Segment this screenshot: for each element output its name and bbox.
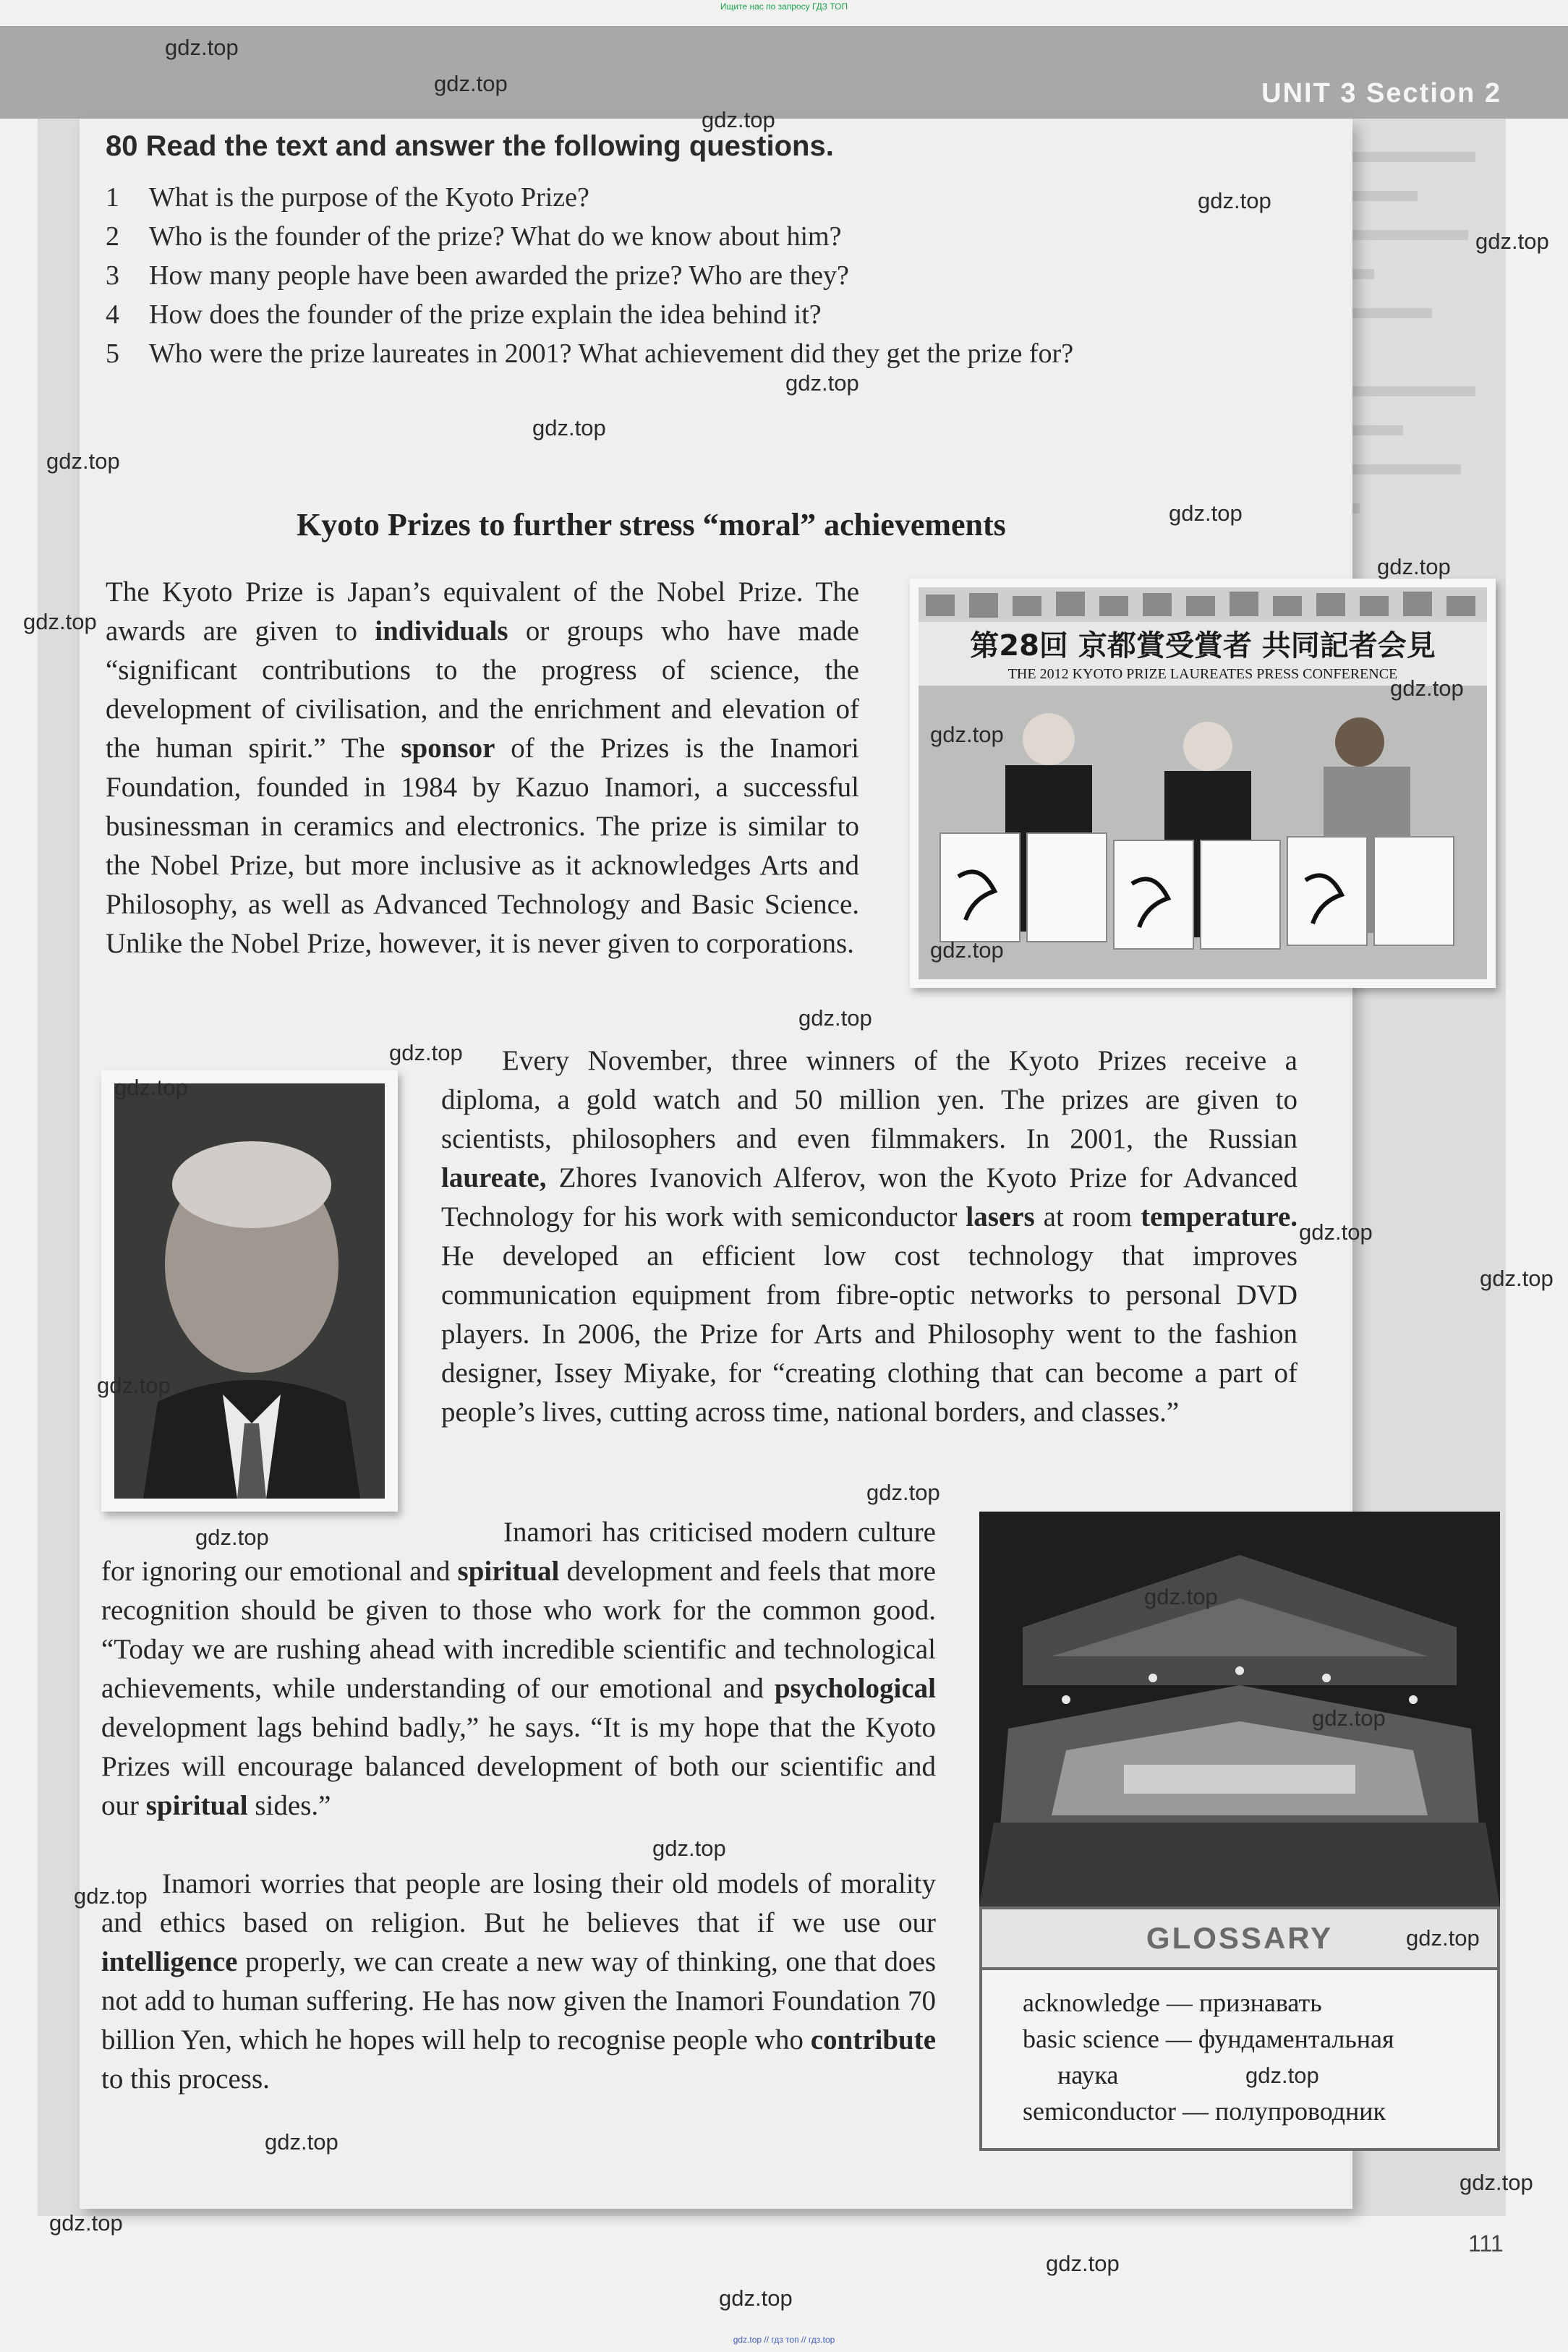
bold-term: lasers	[966, 1201, 1035, 1232]
bold-term: individuals	[375, 615, 508, 647]
portrait-image	[114, 1083, 385, 1499]
banner-japanese: 第28回 京都賞受賞者 共同記者会見	[970, 629, 1436, 662]
question-number: 1	[106, 182, 119, 213]
watermark: gdz.top	[1377, 554, 1451, 579]
text-run: Inamori has criticised modern culture for ignoring our emotional and	[101, 1517, 936, 1587]
alferov-portrait	[101, 1070, 398, 1512]
bottom-links[interactable]: gdz.top // гдз топ // гдз.top	[733, 2335, 835, 2345]
watermark: gdz.top	[798, 1005, 872, 1031]
watermark: gdz.top	[702, 107, 775, 132]
watermark: gdz.top	[1169, 500, 1243, 526]
watermark: gdz.top	[97, 1373, 171, 1398]
bold-term: spiritual	[457, 1556, 560, 1587]
question-text: Who is the founder of the prize? What do we know about him?	[149, 221, 842, 252]
question-number: 4	[106, 299, 119, 330]
watermark: gdz.top	[1299, 1219, 1373, 1245]
bold-term: intelligence	[101, 1946, 238, 1977]
text-run: The Kyoto Prize is Japan’s equivalent of the Nobel Prize. The awards are given to	[106, 576, 859, 647]
banner-english: THE 2012 KYOTO PRIZE LAUREATES PRESS CONFERENCE	[1007, 666, 1398, 682]
watermark: gdz.top	[785, 370, 859, 396]
watermark: gdz.top	[1198, 188, 1271, 213]
watermark: gdz.top	[866, 1480, 940, 1505]
glossary-entry: наука	[1057, 2061, 1119, 2089]
exercise-heading: 80 Read the text and answer the following questions.	[106, 130, 834, 162]
glossary-entry: semiconductor — полупроводник	[1023, 2097, 1386, 2126]
question-text: How does the founder of the prize explain the idea behind it?	[149, 299, 822, 330]
text-run: or groups who have made “significant contributions to the progress of science, the development of civilisation, and the enrichment and elevation of the human spirit.” The	[106, 615, 859, 764]
text-run: Inamori worries that people are losing their old models of morality and ethics based on religion. But he believes that if we use our	[101, 1868, 936, 1938]
text-run: development lags behind badly,” he says. “It is my hope that the Kyoto Prizes will encourage balanced development of both our scientific and our	[101, 1712, 936, 1821]
paragraph-1	[106, 573, 859, 963]
question-item	[106, 256, 1104, 295]
watermark: gdz.top	[1390, 676, 1464, 701]
paragraph-4	[101, 1865, 936, 2099]
bold-term: contribute	[810, 2024, 936, 2055]
text-run: Zhores Ivanovich Alferov, won the Kyoto Prize for Advanced Technology for his work with semiconductor	[441, 1162, 1298, 1232]
watermark: gdz.top	[1480, 1266, 1554, 1291]
paragraph-2	[441, 1041, 1298, 1432]
glossary-entry: acknowledge — признавать	[1023, 1988, 1322, 2017]
top-link[interactable]: Ищите нас по запросу ГДЗ ТОП	[720, 1, 848, 12]
watermark: gdz.top	[930, 722, 1004, 747]
watermark: gdz.top	[719, 2285, 793, 2311]
watermark: gdz.top	[434, 71, 508, 96]
watermark: gdz.top	[165, 35, 239, 60]
watermark: gdz.top	[265, 2129, 338, 2155]
text-run: properly, we can create a new way of thinking, one that does not add to human suffering. He has now given the Inamori Foundation 70 billion Yen, which he hopes will help to recognise people who	[101, 1946, 936, 2055]
watermark: gdz.top	[23, 609, 97, 634]
press-conference-image	[919, 587, 1487, 979]
text-run: of the Prizes is the Inamori Foundation, founded in 1984 by Kazuo Inamori, a successful businessman in ceramics and electronics. The prize is similar to the Nobel Prize, but more inclusive as it acknowledges Arts and Philosophy, as well as Advanced Technology and Basic Science. Unlike the Nobel Prize, however, it is never given to corporations.	[106, 733, 859, 959]
bold-term: spiritual	[145, 1790, 248, 1821]
watermark: gdz.top	[1144, 1584, 1218, 1609]
bold-term: laureate,	[441, 1162, 547, 1193]
glossary-title: GLOSSARY	[982, 1909, 1497, 1970]
text-run: to this process.	[101, 2063, 270, 2095]
concert-hall-photo	[979, 1512, 1500, 1906]
watermark: gdz.top	[1245, 2063, 1319, 2088]
glossary-list	[1023, 1985, 1486, 2129]
bold-term: temperature.	[1141, 1201, 1298, 1232]
watermark: gdz.top	[389, 1040, 463, 1065]
question-number: 3	[106, 260, 119, 291]
watermark: gdz.top	[1475, 229, 1549, 254]
question-item	[106, 217, 1104, 256]
text-run: sides.”	[247, 1790, 331, 1821]
watermark: gdz.top	[532, 415, 606, 440]
watermark: gdz.top	[1312, 1705, 1386, 1731]
concert-hall-image	[979, 1512, 1500, 1906]
watermark: gdz.top	[74, 1883, 148, 1909]
question-text: Who were the prize laureates in 2001? What achievement did they get the prize for?	[149, 338, 1074, 369]
question-item	[106, 295, 1104, 334]
bold-term: sponsor	[401, 733, 495, 764]
question-text: How many people have been awarded the prize? Who are they?	[149, 260, 849, 291]
paragraph-3	[101, 1513, 936, 1825]
press-conference-photo	[910, 579, 1496, 988]
watermark: gdz.top	[114, 1075, 188, 1100]
question-item	[106, 334, 1104, 373]
page-number: 111	[1468, 2230, 1504, 2257]
bold-term: psychological	[774, 1673, 936, 1704]
question-number: 2	[106, 221, 119, 252]
watermark: gdz.top	[652, 1836, 726, 1861]
watermark: gdz.top	[930, 937, 1004, 963]
watermark: gdz.top	[49, 2210, 123, 2236]
watermark: gdz.top	[1406, 1925, 1480, 1951]
text-run: Every November, three winners of the Kyoto Prizes receive a diploma, a gold watch and 50 million yen. The prizes are given to scientists, philosophers and even filmmakers. In 2001, the Russian	[441, 1045, 1298, 1154]
text-run: He developed an efficient low cost technology that improves communication equipment from fibre-optic networks to personal DVD players. In 2006, the Prize for Arts and Philosophy went to the fashion designer, Issey Miyake, for “creating clothing that can become a part of people’s lives, cutting across time, national borders, and classes.”	[441, 1240, 1298, 1428]
watermark: gdz.top	[46, 448, 120, 474]
question-number: 5	[106, 338, 119, 369]
watermark: gdz.top	[1460, 2170, 1533, 2195]
text-run: development and feels that more recognition should be given to those who work for the common good. “Today we are rushing ahead with incredible scientific and technological achievements, while understanding of our emotional and	[101, 1556, 936, 1704]
glossary-entry: basic science — фундаментальная	[1023, 2024, 1394, 2053]
unit-label: UNIT 3 Section 2	[1261, 78, 1501, 108]
question-text: What is the purpose of the Kyoto Prize?	[149, 182, 589, 213]
question-list	[106, 178, 1104, 373]
article-title: Kyoto Prizes to further stress “moral” achievements	[297, 507, 1006, 542]
watermark: gdz.top	[1046, 2251, 1120, 2276]
text-run: at room	[1034, 1201, 1141, 1232]
question-item	[106, 178, 1104, 217]
watermark: gdz.top	[195, 1525, 269, 1550]
